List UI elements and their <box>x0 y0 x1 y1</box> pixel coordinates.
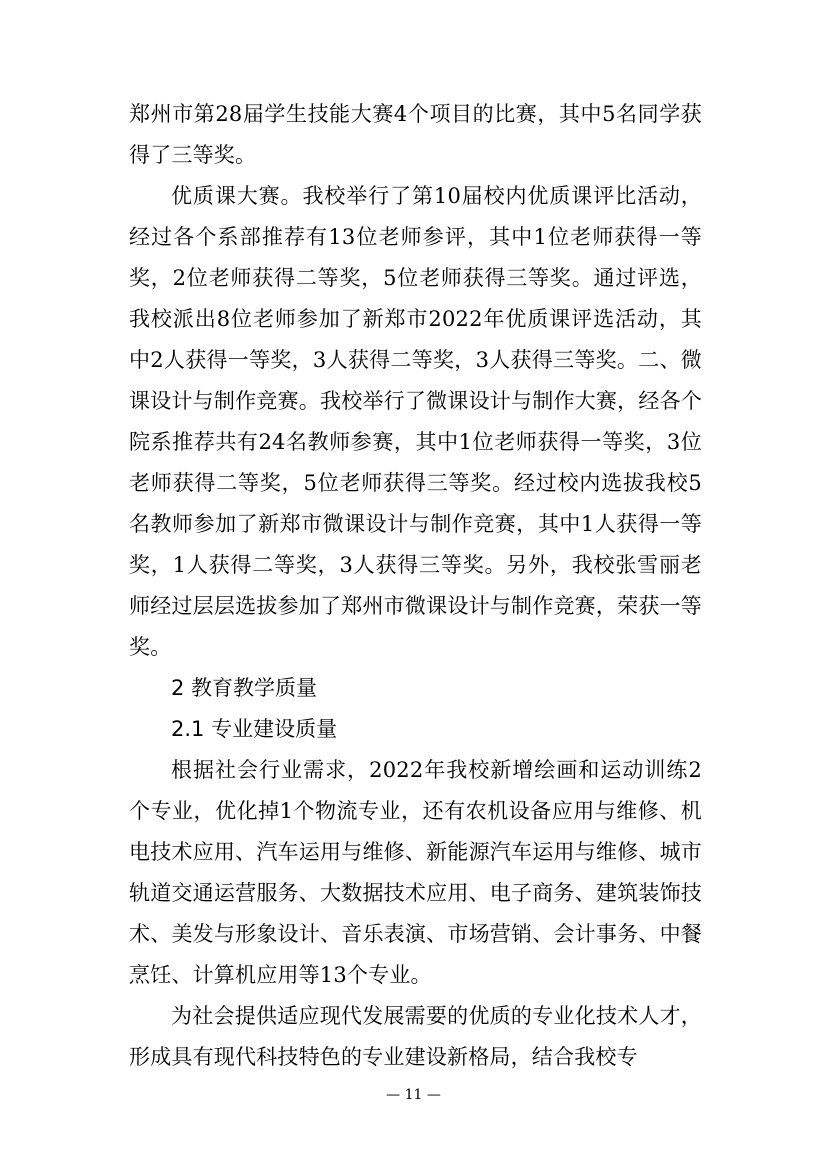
subsection-heading-major-construction: 2.1 专业建设质量 <box>171 717 338 741</box>
paragraph-talent-training: 为社会提供适应现代发展需要的优质的专业化技术人才，形成具有现代科技特色的专业建设新格局，结合我校专 <box>129 1004 702 1069</box>
section-heading-teaching-quality: 2 教育教学质量 <box>171 676 318 700</box>
paragraph-quality-course-contest: 优质课大赛。我校举行了第10届校内优质课评比活动，经过各个系部推荐有13位老师参评，其中1位老师获得一等奖，2位老师获得二等奖，5位老师获得三等奖。通过评选，我校派出8位老师参加了新郑市2022年优质课评选活动，其中2人获得一等奖，3人获得二等奖，3人获得三等奖。二、微课设计与制作竞赛。我校举行了微课设计与制作大赛，经各个院系推荐共有24名教师参赛，其中1位老师获得一等奖，3位老师获得二等奖，5位老师获得三等奖。经过校内选拔我校5名教师参加了新郑市微课设计与制作竞赛，其中1人获得一等奖，1人获得二等奖，3人获得三等奖。另外，我校张雪丽老师经过层层选拔参加了郑州市微课设计与制作竞赛，荣获一等奖。 <box>129 184 702 659</box>
paragraph-majors-list: 根据社会行业需求，2022年我校新增绘画和运动训练2个专业，优化掉1个物流专业，还有农机设备应用与维修、机电技术应用、汽车运用与维修、新能源汽车运用与维修、城市轨道交通运营服务、大数据技术应用、电子商务、建筑装饰技术、美发与形象设计、音乐表演、市场营销、会计事务、中餐烹饪、计算机应用等13个专业。 <box>129 758 702 987</box>
paragraph-continuation: 郑州市第28届学生技能大赛4个项目的比赛，其中5名同学获得了三等奖。 <box>129 102 702 167</box>
page-number: — 11 — <box>386 1087 441 1103</box>
